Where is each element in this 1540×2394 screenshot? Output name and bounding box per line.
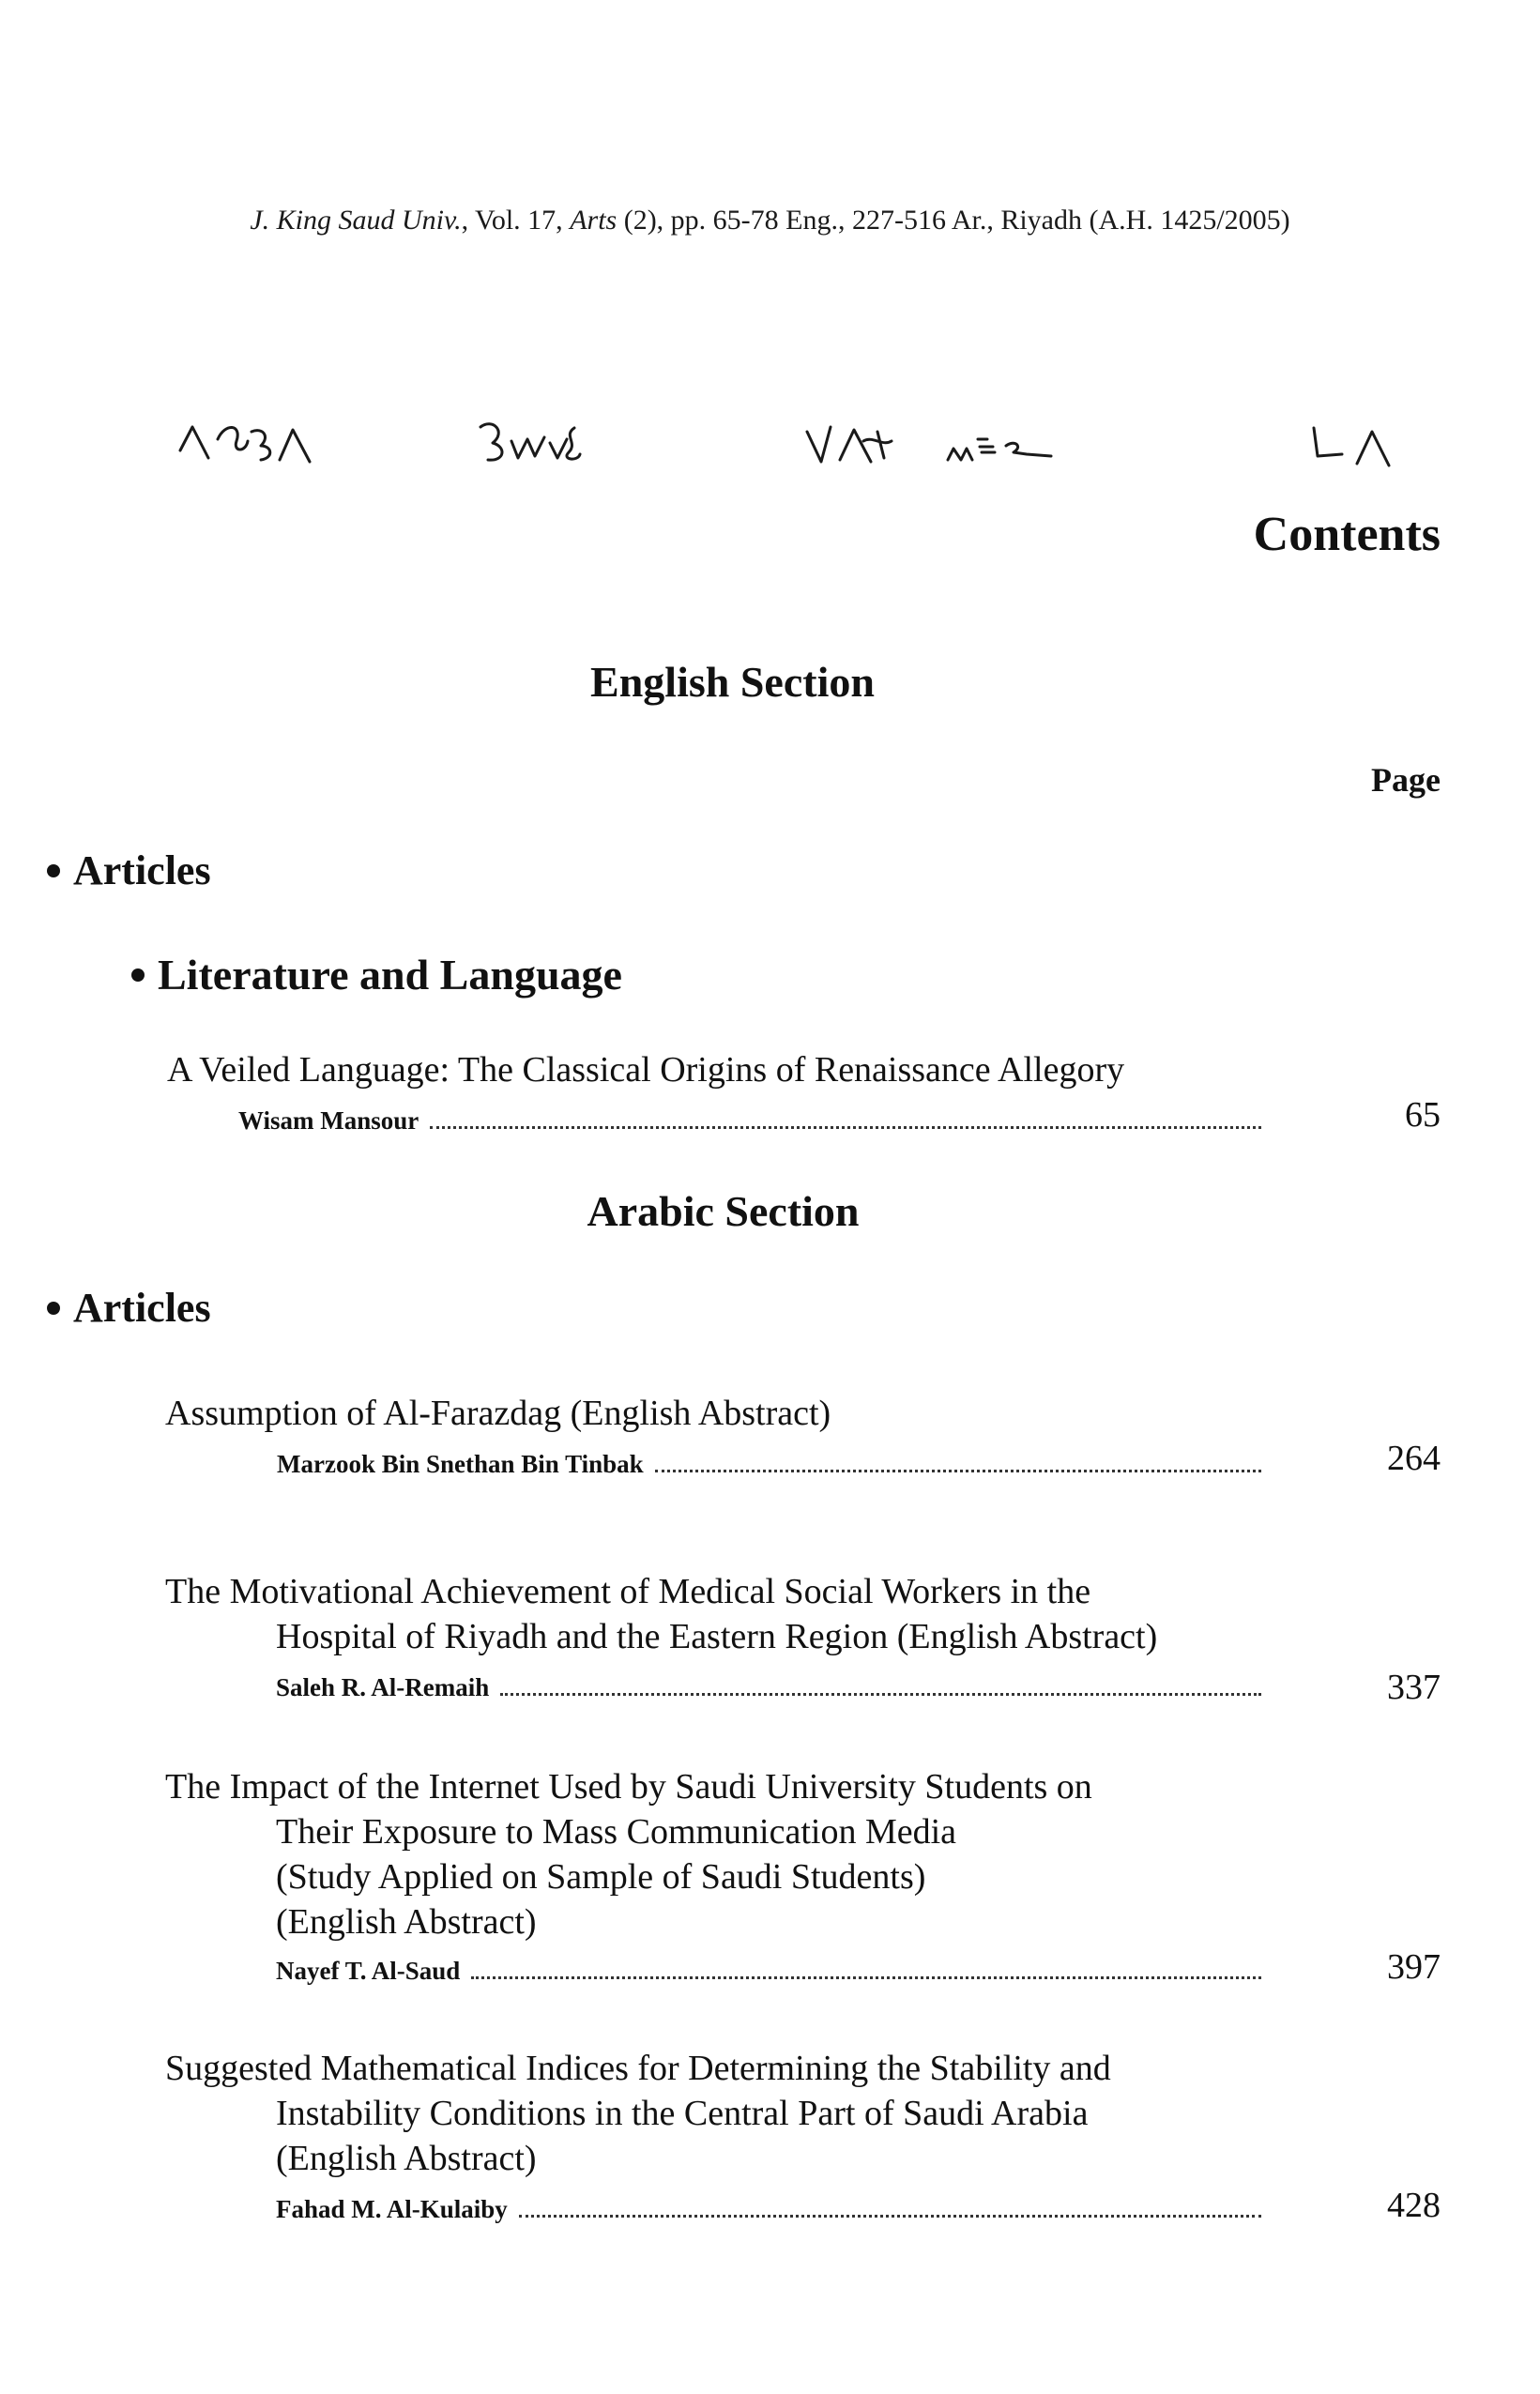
entry-title-line: A Veiled Language: The Classical Origins of Renaissance Allegory: [167, 1050, 1125, 1090]
dot-leader: [519, 2190, 1261, 2218]
entry-title-line: (English Abstract): [276, 2139, 537, 2178]
dot-leader: [500, 1669, 1261, 1696]
handwritten-annotation: [0, 394, 1540, 497]
subsection-label: Literature and Language: [158, 951, 622, 999]
entry-author: Wisam Mansour: [238, 1106, 419, 1135]
bullet-icon: [131, 968, 145, 982]
handwriting-mark-2: [480, 424, 580, 460]
articles-label: Articles: [73, 847, 211, 893]
entry-title-line: Instability Conditions in the Central Part of Saudi Arabia: [276, 2094, 1089, 2133]
entry-page-number: 65: [1405, 1095, 1441, 1135]
bullet-icon: [47, 864, 60, 877]
articles-heading-arabic: [47, 1284, 211, 1332]
entry-title-line: The Motivational Achievement of Medical Social Workers in the: [165, 1572, 1091, 1611]
entry-title-line: Hospital of Riyadh and the Eastern Region (English Abstract): [276, 1617, 1158, 1656]
dot-leader: [471, 1952, 1261, 1979]
issue-info: (2), pp. 65-78 Eng., 227-516 Ar., Riyadh (A.H. 1425/2005): [617, 205, 1290, 236]
entry-author: Nayef T. Al-Saud: [276, 1957, 461, 1985]
entry-author-row: [238, 1102, 1261, 1139]
entry-title-line: The Impact of the Internet Used by Saudi University Students on: [165, 1767, 1092, 1807]
volume-info: , Vol. 17,: [461, 205, 571, 236]
entry-title-line: Suggested Mathematical Indices for Determining the Stability and: [165, 2049, 1111, 2088]
handwriting-mark-4: [948, 439, 1051, 460]
subsection-heading: [131, 950, 622, 999]
journal-name: J. King Saud Univ.: [250, 205, 462, 236]
page-column-label: Page: [1371, 761, 1441, 799]
entry-title-line: Their Exposure to Mass Communication Media: [276, 1812, 957, 1852]
handwriting-mark-1: [180, 427, 310, 462]
contents-title: Contents: [1253, 508, 1441, 561]
entry-page-number: 264: [1387, 1439, 1441, 1478]
arabic-section-title: Arabic Section: [587, 1187, 860, 1235]
dot-leader: [430, 1102, 1261, 1129]
bullet-icon: [47, 1302, 60, 1315]
articles-label: Articles: [73, 1285, 211, 1331]
entry-author-row: [277, 1445, 1261, 1483]
entry-title-line: (English Abstract): [276, 1902, 537, 1942]
running-header: [0, 205, 1540, 236]
entry-author: Saleh R. Al-Remaih: [276, 1673, 490, 1701]
entry-title-line: (Study Applied on Sample of Saudi Students): [276, 1857, 926, 1897]
articles-heading-english: [47, 846, 211, 894]
handwriting-mark-5: [1314, 428, 1389, 465]
entry-author-row: [276, 2190, 1261, 2228]
entry-author-row: [276, 1669, 1261, 1706]
entry-title-line: Assumption of Al-Farazdag (English Abstract): [165, 1394, 831, 1433]
entry-page-number: 428: [1387, 2186, 1441, 2225]
entry-author-row: [276, 1952, 1261, 1990]
series-name: Arts: [570, 205, 618, 236]
entry-page-number: 337: [1387, 1668, 1441, 1707]
entry-author: Marzook Bin Snethan Bin Tinbak: [277, 1450, 644, 1478]
handwriting-mark-3: [807, 427, 892, 462]
english-section-title: English Section: [590, 658, 875, 706]
dot-leader: [655, 1445, 1261, 1472]
entry-author: Fahad M. Al-Kulaiby: [276, 2195, 508, 2223]
entry-page-number: 397: [1387, 1947, 1441, 1987]
